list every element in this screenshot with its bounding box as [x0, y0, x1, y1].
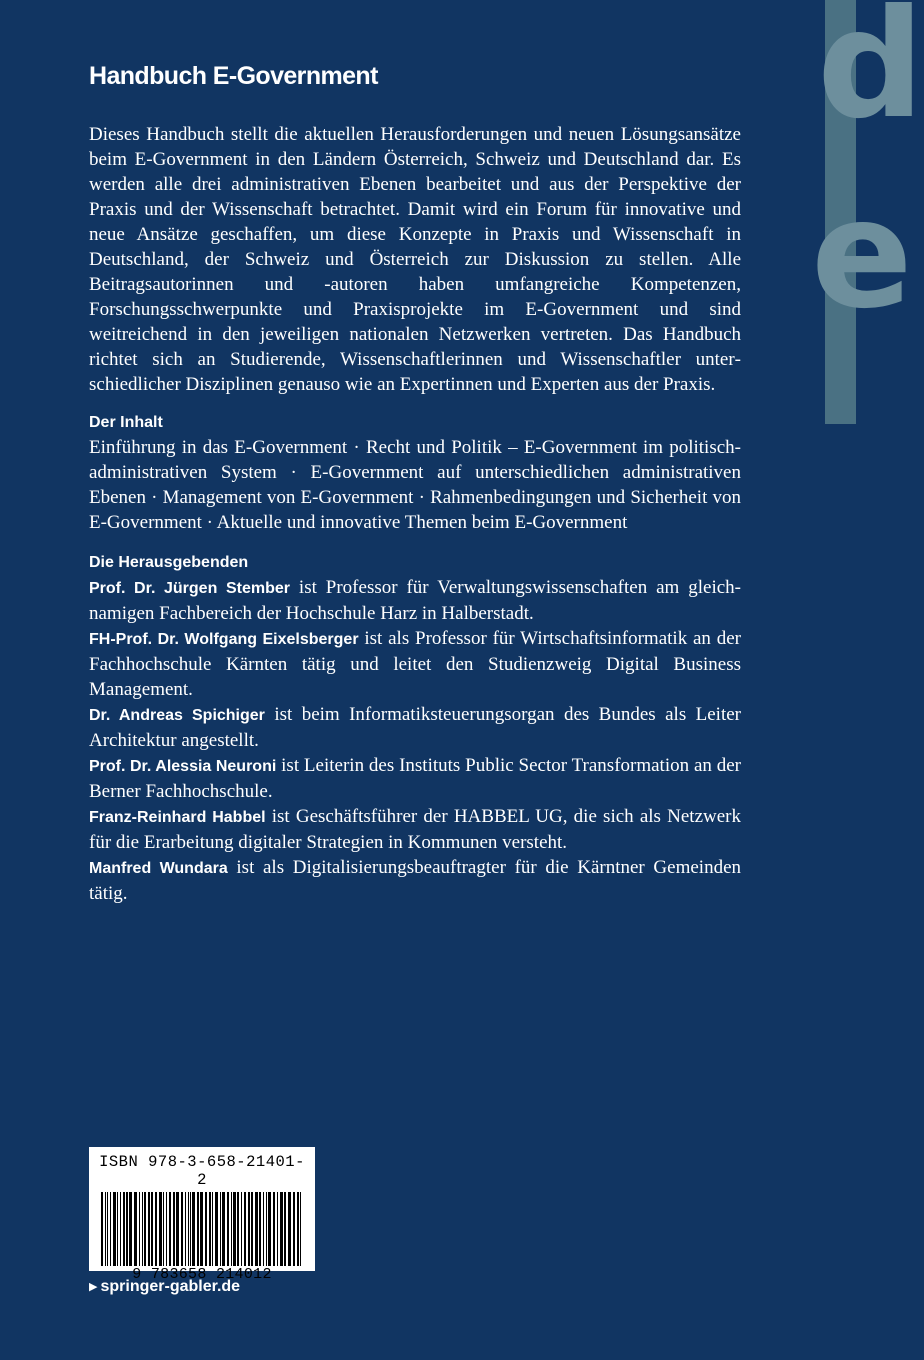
barcode-bar	[166, 1192, 167, 1266]
publisher-website: springer-gabler.de	[100, 1278, 241, 1295]
contents-heading: Der Inhalt	[89, 414, 163, 431]
editor-name: FH-Prof. Dr. Wolfgang Eixelsberger	[89, 631, 359, 648]
barcode-bar	[139, 1192, 140, 1266]
barcode-bar	[288, 1192, 291, 1266]
barcode-bar	[144, 1192, 146, 1266]
barcode-bar	[251, 1192, 253, 1266]
barcode-bar	[212, 1192, 213, 1266]
barcode-bar	[280, 1192, 283, 1266]
barcode-bar	[117, 1192, 118, 1266]
editor-bio: ist Geschäftsführer der HABBEL UG, die sich als Netzwerk für die Erarbeitung digitaler Strategien in Kommunen versteht.	[89, 806, 741, 853]
spine-decoration-strip	[811, 0, 924, 424]
editor-name: Prof. Dr. Jürgen Stember	[89, 580, 290, 597]
barcode-bar	[134, 1192, 137, 1266]
editor-entry	[89, 753, 741, 804]
barcode-bar	[300, 1192, 301, 1266]
barcode-bar	[220, 1192, 221, 1266]
editor-bio: ist beim Informatiksteuerungsorgan des Bundes als Leiter Architektur angestellt.	[89, 704, 741, 751]
barcode-bar	[293, 1192, 295, 1266]
barcode-bar	[227, 1192, 229, 1266]
barcode-bar	[105, 1192, 106, 1266]
barcode-bar	[205, 1192, 207, 1266]
spine-glyph-decoration: e	[811, 168, 913, 342]
barcode-bar	[169, 1192, 171, 1266]
editors-section	[89, 551, 741, 906]
barcode-bar	[159, 1192, 162, 1266]
editor-bio: ist Leiterin des Instituts Public Sector Transformation an der Berner Fachhochschule.	[89, 755, 741, 802]
barcode-bar	[188, 1192, 189, 1266]
publisher-website-link[interactable]	[89, 1276, 240, 1298]
barcode-bar	[297, 1192, 299, 1266]
barcode-bar	[155, 1192, 157, 1266]
barcode-bar	[200, 1192, 203, 1266]
barcode-bar	[244, 1192, 246, 1266]
barcode-bar	[263, 1192, 264, 1266]
barcode-bar	[126, 1192, 128, 1266]
editor-name: Prof. Dr. Alessia Neuroni	[89, 758, 277, 775]
back-cover-text	[89, 58, 741, 906]
editor-entry	[89, 626, 741, 702]
barcode-bar	[222, 1192, 225, 1266]
barcode-bar	[120, 1192, 121, 1266]
barcode-bar	[185, 1192, 186, 1266]
editor-bio: ist als Digitalisierungsbeauftragter für die Kärntner Gemeinden tätig.	[89, 857, 741, 904]
editor-entry	[89, 575, 741, 626]
barcode-bar	[209, 1192, 211, 1266]
ean-digits: 9 783658 214012	[132, 1266, 272, 1283]
barcode-bar	[248, 1192, 250, 1266]
barcode-bar	[129, 1192, 132, 1266]
barcode-bar	[181, 1192, 183, 1266]
editor-name: Manfred Wundara	[89, 860, 228, 877]
barcode-bar	[259, 1192, 261, 1266]
barcode-bar	[192, 1192, 195, 1266]
editor-bio: ist als Professor für Wirtschaftsinformatik an der Fachhochschule Kärnten tätig und leitet den Studienzweig Digital Business Management.	[89, 628, 741, 700]
barcode-bar	[268, 1192, 271, 1266]
barcode-bar	[151, 1192, 153, 1266]
barcode-bar	[255, 1192, 258, 1266]
barcode-bar	[176, 1192, 179, 1266]
editor-entry	[89, 702, 741, 753]
barcode-bar	[148, 1192, 150, 1266]
isbn-label: ISBN 978-3-658-21401-2	[99, 1153, 305, 1189]
spine-glyph-decoration: d	[817, 0, 924, 152]
barcode-bar	[123, 1192, 125, 1266]
barcode-bar	[231, 1192, 232, 1266]
book-description: Dieses Handbuch stellt die aktuellen Herausforderungen und neuen Lösungsansätze beim E-Government in den Ländern Österreich, Schweiz und Deutschland dar. Es werden alle drei administrativen Ebenen bearbeitet und aus der Perspektive der Praxis und der Wissenschaft betrachtet. Damit wird ein Forum für innovative und neue Ansätze geschaffen, um diese Konzepte in Praxis und Wissenschaft in Deutschland, der Schweiz und Österreich zur Diskussion zu stellen. Alle Beitragsautorinnen und -autoren haben umfangreiche Kompetenzen, Forschungsschwerpunkte und Praxisprojekte im E-Government und sind weitreichend in den jeweiligen nationalen Netzwerken vertreten. Das Handbuch richtet sich an Studierende, Wissenschaftlerinnen und Wissenschaftler unterschiedlicher Disziplinen genauso wie an Expertinnen und Experten aus der Praxis.	[89, 124, 741, 395]
barcode-bar	[101, 1192, 103, 1266]
barcode-bar	[163, 1192, 164, 1266]
editor-name: Dr. Andreas Spichiger	[89, 707, 265, 724]
barcode-bar	[277, 1192, 278, 1266]
barcode-bar	[197, 1192, 199, 1266]
book-title: Handbuch E-Government	[89, 62, 378, 90]
barcode-bar	[284, 1192, 286, 1266]
barcode-bar	[142, 1192, 143, 1266]
barcode-bar	[241, 1192, 242, 1266]
isbn-barcode	[89, 1147, 315, 1283]
editor-name: Franz-Reinhard Habbel	[89, 809, 266, 826]
barcode-bar	[107, 1192, 108, 1266]
barcode-bar	[273, 1192, 275, 1266]
barcode-bar	[110, 1192, 111, 1266]
barcode-bars	[99, 1192, 305, 1266]
editor-entry	[89, 804, 741, 855]
editors-heading: Die Herausgebenden	[89, 554, 249, 571]
editor-entry	[89, 855, 741, 906]
contents-text: Einführung in das E-Government · Recht und Politik – E-Government im politisch-administrativen System · E-Government auf unterschiedlichen administrativen Ebenen · Management von E-Government · Rahmenbedingungen und Sicherheit von E-Government · Aktuelle und innovative Themen beim E-Government	[89, 437, 741, 533]
barcode-bar	[215, 1192, 218, 1266]
barcode-bar	[237, 1192, 239, 1266]
barcode-bar	[173, 1192, 175, 1266]
barcode-bar	[266, 1192, 267, 1266]
triangle-right-icon: ▶	[89, 1281, 98, 1293]
barcode-bar	[233, 1192, 236, 1266]
editor-bio: ist Professor für Verwaltungswissenschaften am gleichnamigen Fachbereich der Hochschule Harz in Halberstadt.	[89, 577, 741, 624]
contents-section	[89, 411, 741, 535]
barcode-bar	[190, 1192, 191, 1266]
barcode-bar	[113, 1192, 116, 1266]
